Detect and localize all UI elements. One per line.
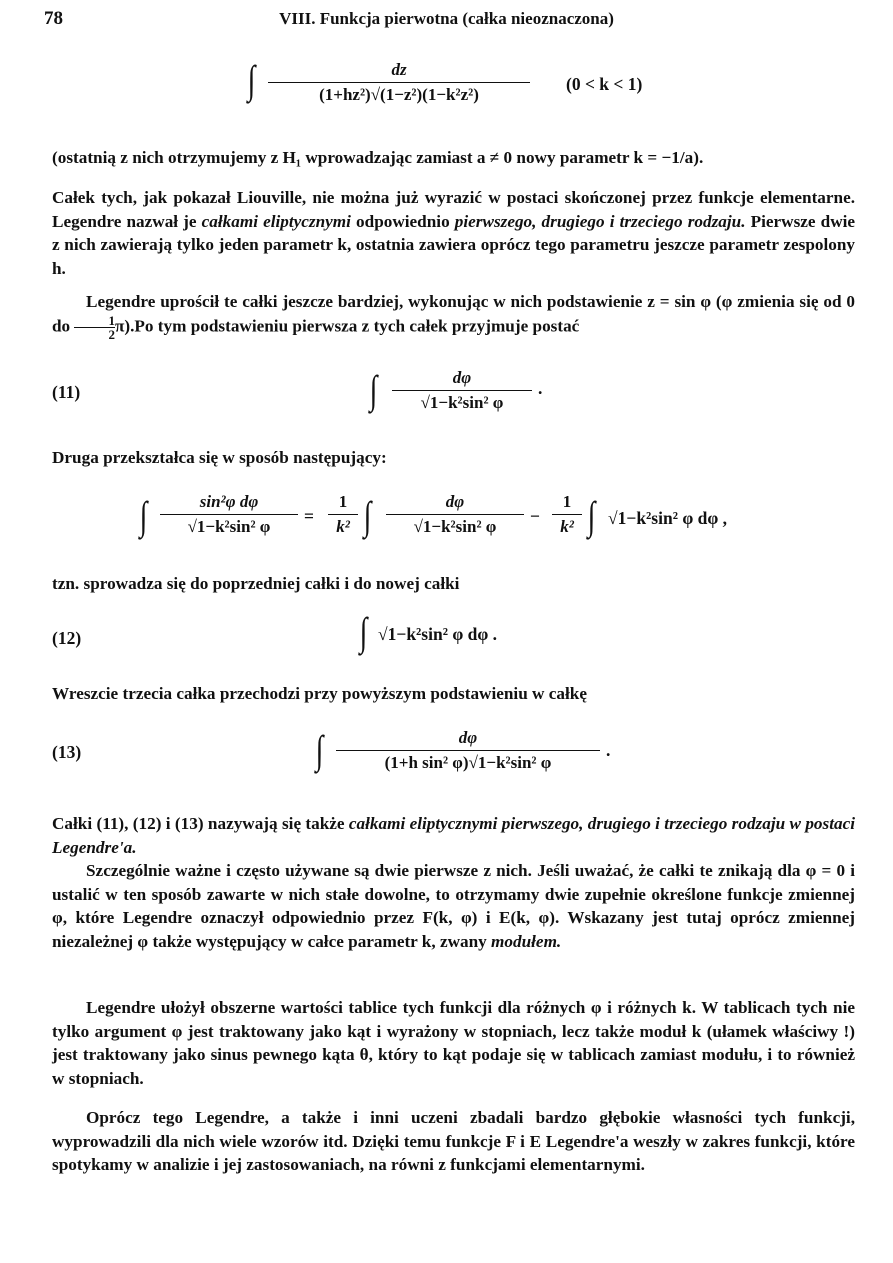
- eq-mid-last-term: √1−k²sin² φ dφ ,: [608, 508, 728, 528]
- paragraph-7-term: całkami eliptycznymi pierwszego, drugiego i trzeciego rodzaju w postaci Legendre'a.: [52, 814, 855, 857]
- integral-sign: ∫: [369, 367, 378, 412]
- eq-13-period: .: [606, 740, 611, 760]
- half-fraction: [74, 314, 115, 341]
- paragraph-6: Wreszcie trzecia całka przechodzi przy powyższym podstawieniu w całkę: [52, 684, 587, 703]
- eq-11-label: (11): [52, 382, 81, 402]
- paragraph-3-text-a: Legendre uprościł te całki jeszcze bardziej, wykonując w nich podstawienie z = sin φ (φ zmienia się od 0 do: [52, 292, 855, 336]
- formula-top-condition: (0 < k < 1): [566, 74, 643, 94]
- eq-mid-coef-2-den: k²: [560, 517, 574, 536]
- paragraph-2-text-c: odpowiednio: [350, 211, 455, 231]
- paragraph-10: Oprócz tego Legendre, a także i inni uczeni zbadali bardzo głębokie własności tych funkcji, wyprowadzili dla nich wiele wzorów itd. Dzięki temu funkcje F i E Legendre'a weszły w zakres funkcji, które spotykamy w analizie i jej zastosowaniach, na równi z funkcjami elementarnymi.: [52, 1108, 855, 1175]
- paragraph-3: [52, 290, 855, 341]
- integral-sign: ∫: [139, 493, 148, 538]
- integral-sign: ∫: [363, 493, 372, 538]
- paragraph-7: [52, 812, 855, 859]
- paragraph-2-text-a: Całek tych, jak pokazał Liouville, nie można już wyrazić w postaci skończonej przez funkcje elementarne. Legendre nazwał je: [52, 188, 855, 231]
- paragraph-2-term: całkami eliptycznymi: [201, 211, 351, 231]
- paragraph-4: Druga przekształca się w sposób następujący:: [52, 448, 387, 467]
- half-denominator: 2: [108, 326, 115, 342]
- paragraph-2-kinds: pierwszego, drugiego i trzeciego rodzaju.: [454, 211, 746, 231]
- eq-mid-int-1-fraction: [386, 492, 524, 537]
- eq-mid-lhs-fraction: [160, 492, 298, 537]
- eq-12-label: (12): [52, 628, 82, 648]
- paragraph-2: [52, 186, 855, 280]
- formula-top-denominator: (1+hz²)√(1−z²)(1−k²z²): [319, 85, 479, 104]
- eq-11-period: .: [538, 378, 543, 398]
- paragraph-7-text-a: Całki (11), (12) i (13) nazywają się także: [52, 814, 349, 833]
- eq-mid-minus: −: [530, 506, 540, 526]
- integral-sign: ∫: [247, 57, 256, 102]
- eq-mid-lhs-numerator: sin²φ dφ: [160, 492, 298, 515]
- eq-13-denominator: (1+h sin² φ)√1−k²sin² φ: [384, 753, 552, 772]
- integral-sign: ∫: [315, 727, 324, 772]
- eq-12-body: √1−k²sin² φ dφ .: [378, 624, 498, 644]
- paragraph-8-term: modułem.: [491, 931, 562, 951]
- eq-mid-coef-2: [552, 492, 582, 537]
- eq-13-numerator: dφ: [336, 728, 600, 751]
- eq-13-fraction: [336, 728, 600, 773]
- paragraph-5: tzn. sprowadza się do poprzedniej całki i do nowej całki: [52, 574, 460, 593]
- integral-sign: ∫: [359, 609, 368, 654]
- eq-mid-int-1-numerator: dφ: [386, 492, 524, 515]
- eq-mid-lhs-denominator: √1−k²sin² φ: [187, 517, 271, 536]
- eq-11-denominator: √1−k²sin² φ: [420, 393, 504, 412]
- paragraph-1: (ostatnią z nich otrzymujemy z H₁ wprowadzając zamiast a ≠ 0 nowy parametr k = −1/a).: [52, 148, 704, 167]
- paragraph-8-text: Szczególnie ważne i często używane są dwie pierwsze z nich. Jeśli uważać, że całki te znikają dla φ = 0 i ustalić w ten sposób zawarte w nich stałe dowolne, to otrzymamy dwie zupełnie określone funkcje zmiennej φ, które Legendre oznaczył odpowiednio przez F(k, φ) i E(k, φ). Wskazany jest tutaj oprócz zmiennej niezależnej φ także występujący w całce parametr k, zwany: [52, 861, 855, 951]
- page-number: 78: [44, 8, 63, 29]
- eq-11-fraction: [392, 368, 532, 413]
- integral-sign: ∫: [587, 493, 596, 538]
- eq-11-numerator: dφ: [392, 368, 532, 391]
- paragraph-3-text-b: π).Po tym podstawieniu pierwsza z tych całek przyjmuje postać: [114, 316, 580, 336]
- eq-mid-coef-1: [328, 492, 358, 537]
- formula-top-fraction: [268, 60, 530, 105]
- eq-mid-coef-1-num: 1: [328, 492, 358, 515]
- running-title: VIII. Funkcja pierwotna (całka nieoznaczona): [279, 9, 614, 28]
- eq-mid-coef-2-num: 1: [552, 492, 582, 515]
- formula-top-numerator: dz: [268, 60, 530, 83]
- paragraph-9: Legendre ułożył obszerne wartości tablice tych funkcji dla różnych φ i różnych k. W tablicach tych nie tylko argument φ jest traktowany jako kąt i wyrażony w stopniach, lecz także moduł k (ułamek właściwy !) jest traktowany jako sinus pewnego kąta θ, który to kąt podaje się w tablicach zamiast modułu, i to również w stopniach.: [52, 998, 855, 1088]
- paragraph-8: [52, 859, 855, 953]
- eq-mid-int-1-denominator: √1−k²sin² φ: [413, 517, 497, 536]
- eq-mid-coef-1-den: k²: [336, 517, 350, 536]
- half-numerator: 1: [74, 314, 115, 328]
- eq-mid-equals: =: [304, 506, 314, 526]
- eq-13-label: (13): [52, 742, 82, 762]
- paragraph-2-text-e: Pierwsze dwie z nich zawierają tylko jeden parametr k, ostatnia zawiera oprócz tego parametru jeszcze parametr zespolony h.: [52, 211, 856, 278]
